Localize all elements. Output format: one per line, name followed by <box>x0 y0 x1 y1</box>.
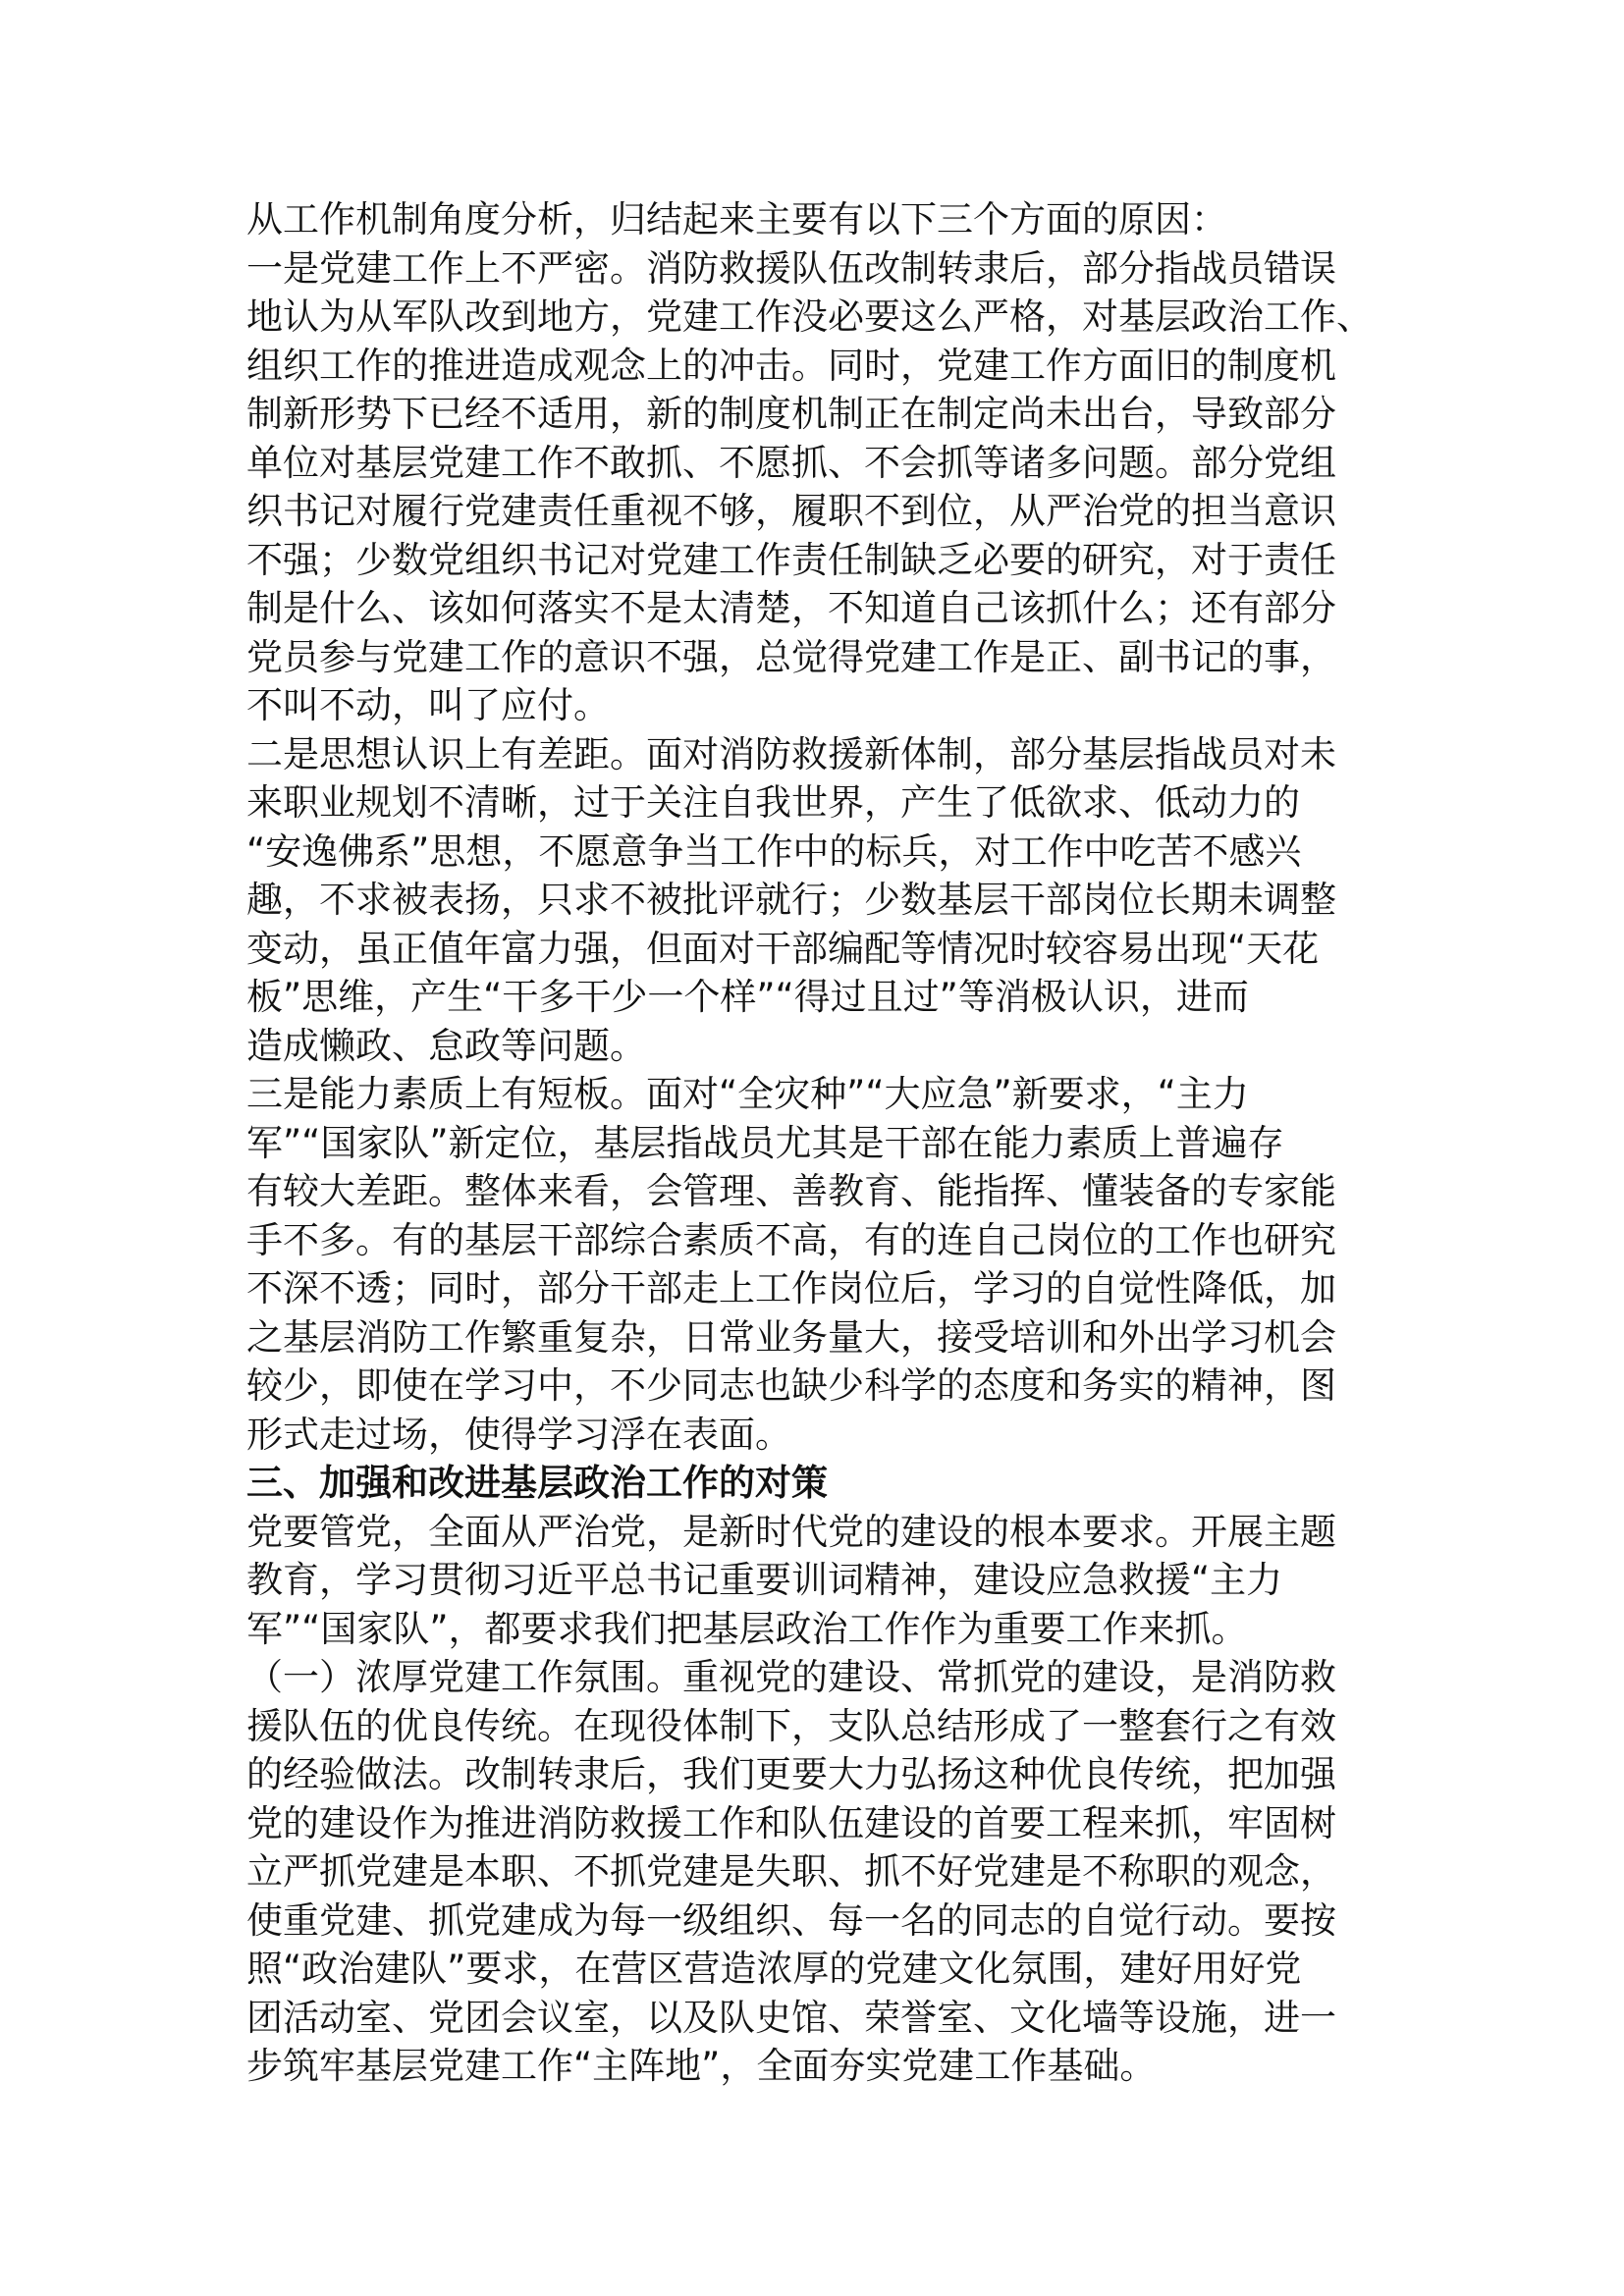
text-line: 二是思想认识上有差距。面对消防救援新体制，部分基层指战员对未 <box>246 732 1336 775</box>
text-line: 不叫不动，叫了应付。 <box>246 684 610 726</box>
document-page <box>246 195 1376 2091</box>
text-line: 一是党建工作上不严密。消防救援队伍改制转隶后，部分指战员错误 <box>246 246 1336 290</box>
text-line: 使重党建、抓党建成为每一级组织、每一名的同志的自觉行动。要按 <box>246 1898 1336 1942</box>
text-line: 军”“国家队”，都要求我们把基层政治工作作为重要工作来抓。 <box>246 1607 1248 1650</box>
text-line: 制是什么、该如何落实不是太清楚，不知道自己该抓什么；还有部分 <box>246 587 1336 629</box>
text-line: 来职业规划不清晰，过于关注自我世界，产生了低欲求、低动力的 <box>246 781 1300 824</box>
text-line: 形式走过场，使得学习浮在表面。 <box>246 1413 791 1456</box>
section-heading: 三、加强和改进基层政治工作的对策 <box>246 1462 828 1504</box>
text-line: 的经验做法。改制转隶后，我们更要大力弘扬这种优良传统，把加强 <box>246 1753 1336 1795</box>
text-line: 军”“国家队”新定位，基层指战员尤其是干部在能力素质上普遍存 <box>246 1121 1284 1164</box>
text-line: 党要管党，全面从严治党，是新时代党的建设的根本要求。开展主题 <box>246 1510 1336 1553</box>
text-line: 照“政治建队”要求，在营区营造浓厚的党建文化氛围，建好用好党 <box>246 1948 1302 1990</box>
text-line: 党员参与党建工作的意识不强，总觉得党建工作是正、副书记的事， <box>246 635 1336 678</box>
text-line: 不强；少数党组织书记对党建工作责任制缺乏必要的研究，对于责任 <box>246 538 1336 581</box>
text-line: 手不多。有的基层干部综合素质不高，有的连自己岗位的工作也研究 <box>246 1218 1336 1261</box>
text-line: 地认为从军队改到地方，党建工作没必要这么严格，对基层政治工作、 <box>246 295 1373 338</box>
text-line: 援队伍的优良传统。在现役体制下，支队总结形成了一整套行之有效 <box>246 1704 1336 1747</box>
text-line: 教育，学习贯彻习近平总书记重要训词精神，建设应急救援“主力 <box>246 1559 1283 1601</box>
text-line: 步筑牢基层党建工作“主阵地”，全面夯实党建工作基础。 <box>246 2045 1157 2087</box>
text-line: 有较大差距。整体来看，会管理、善教育、能指挥、懂装备的专家能 <box>246 1170 1336 1212</box>
text-line: 织书记对履行党建责任重视不够，履职不到位，从严治党的担当意识 <box>246 490 1336 532</box>
text-line: 变动，虽正值年富力强，但面对干部编配等情况时较容易出现“天花 <box>246 927 1320 970</box>
text-line: 板”思维，产生“干多干少一个样”“得过且过”等消极认识，进而 <box>246 976 1249 1018</box>
text-line: 立严抓党建是本职、不抓党建是失职、抓不好党建是不称职的观念， <box>246 1850 1336 1893</box>
text-line: 之基层消防工作繁重复杂，日常业务量大，接受培训和外出学习机会 <box>246 1315 1336 1359</box>
text-line: 组织工作的推进造成观念上的冲击。同时，党建工作方面旧的制度机 <box>246 344 1336 387</box>
text-line: 单位对基层党建工作不敢抓、不愿抓、不会抓等诸多问题。部分党组 <box>246 441 1336 484</box>
text-line: 造成懒政、怠政等问题。 <box>246 1024 646 1067</box>
text-line: （一）浓厚党建工作氛围。重视党的建设、常抓党的建设，是消防救 <box>246 1656 1336 1698</box>
text-line: 制新形势下已经不适用，新的制度机制正在制定尚未出台，导致部分 <box>246 393 1336 435</box>
text-line: 不深不透；同时，部分干部走上工作岗位后，学习的自觉性降低，加 <box>246 1267 1336 1309</box>
text-line: 团活动室、党团会议室，以及队史馆、荣誉室、文化墙等设施，进一 <box>246 1996 1336 2039</box>
text-line: 从工作机制角度分析，归结起来主要有以下三个方面的原因： <box>246 198 1227 240</box>
text-line: 三是能力素质上有短板。面对“全灾种”“大应急”新要求，“主力 <box>246 1073 1249 1115</box>
text-line: 趣，不求被表扬，只求不被批评就行；少数基层干部岗位长期未调整 <box>246 879 1336 921</box>
text-line: “安逸佛系”思想，不愿意争当工作中的标兵，对工作中吃苦不感兴 <box>246 829 1302 873</box>
text-line: 较少，即使在学习中，不少同志也缺少科学的态度和务实的精神，图 <box>246 1364 1336 1407</box>
text-line: 党的建设作为推进消防救援工作和队伍建设的首要工程来抓，牢固树 <box>246 1801 1336 1844</box>
